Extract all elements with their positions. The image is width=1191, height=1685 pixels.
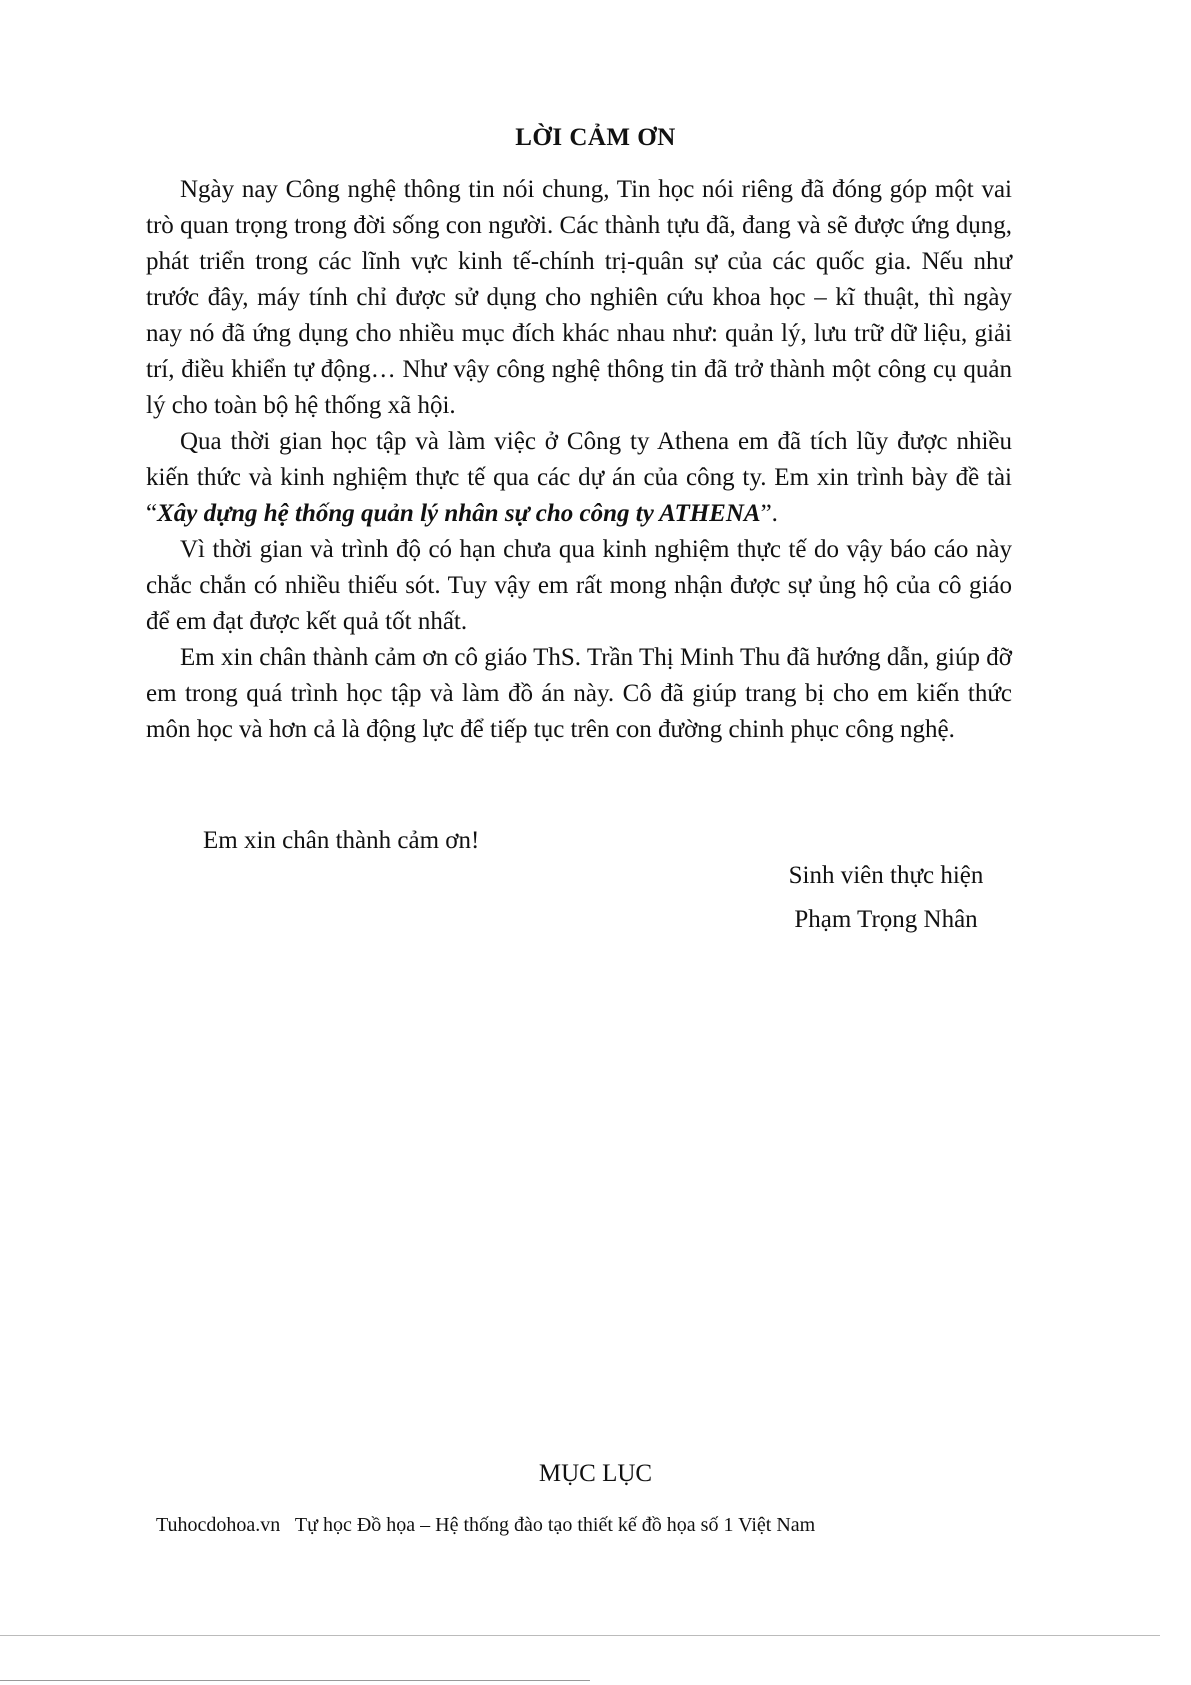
footer-site: Tuhocdohoa.vn (156, 1514, 281, 1536)
page-title: LỜI CẢM ƠN (515, 124, 676, 151)
footer-divider (0, 1635, 1160, 1636)
paragraph-2-end: ”. (760, 500, 778, 527)
paragraph-3: Vì thời gian và trình độ có hạn chưa qua kinh nghiệm thực tế do vậy báo cáo này chắc chắn có nhiều thiếu sót. Tuy vậy em rất mong nhận được sự ủng hộ của cô giáo để em đạt được kết quả tốt nhất. (146, 536, 1012, 635)
signature-role: Sinh viên thực hiện (788, 862, 984, 889)
acknowledgement-body (146, 172, 1012, 748)
closing-line: Em xin chân thành cảm ơn! (203, 827, 480, 854)
project-title: Xây dựng hệ thống quản lý nhân sự cho công ty ATHENA (157, 500, 761, 527)
paragraph-2-text: Qua thời gian học tập và làm việc ở Công ty Athena em đã tích lũy được nhiều kiến thức và kinh nghiệm thực tế qua các dự án của công ty. Em xin trình bày đề tài “ (146, 428, 1012, 527)
page-footer (156, 1514, 815, 1537)
footer-tagline: Tự học Đồ họa – Hệ thống đào tạo thiết kế đồ họa số 1 Việt Nam (294, 1514, 816, 1536)
table-of-contents-title: MỤC LỤC (538, 1460, 653, 1487)
signature-name: Phạm Trọng Nhân (794, 906, 978, 933)
paragraph-2 (146, 424, 1012, 532)
page-bottom-divider (0, 1680, 590, 1681)
paragraph-4: Em xin chân thành cảm ơn cô giáo ThS. Trần Thị Minh Thu đã hướng dẫn, giúp đỡ em trong quá trình học tập và làm đồ án này. Cô đã giúp trang bị cho em kiến thức môn học và hơn cả là động lực để tiếp tục trên con đường chinh phục công nghệ. (146, 644, 1012, 743)
paragraph-1: Ngày nay Công nghệ thông tin nói chung, Tin học nói riêng đã đóng góp một vai trò quan trọng trong đời sống con người. Các thành tựu đã, đang và sẽ được ứng dụng, phát triển trong các lĩnh vực kinh tế-chính trị-quân sự của các quốc gia. Nếu như trước đây, máy tính chỉ được sử dụng cho nghiên cứu khoa học – kĩ thuật, thì ngày nay nó đã ứng dụng cho nhiều mục đích khác nhau như: quản lý, lưu trữ dữ liệu, giải trí, điều khiển tự động… Như vậy công nghệ thông tin đã trở thành một công cụ quản lý cho toàn bộ hệ thống xã hội. (146, 176, 1012, 419)
